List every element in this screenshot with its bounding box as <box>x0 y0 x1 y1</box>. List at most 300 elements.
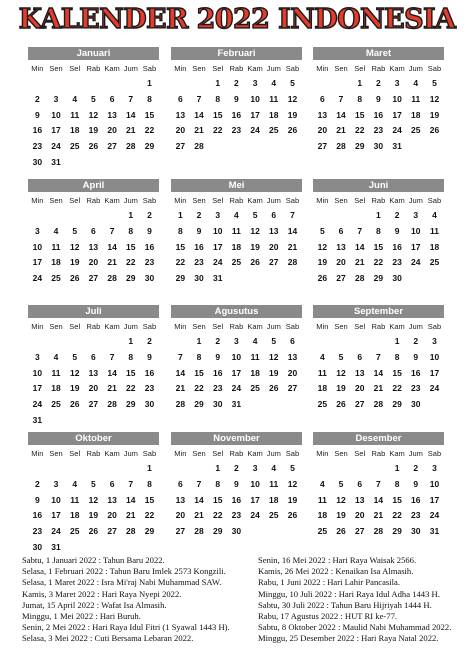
day-cell: 17 <box>32 257 43 268</box>
day-cell: 6 <box>91 225 96 236</box>
weekday-label: Sab <box>142 196 157 205</box>
month-grid <box>28 320 159 429</box>
weekday-label: Min <box>174 64 187 73</box>
day-cell: 22 <box>144 125 155 136</box>
day-cell: 24 <box>51 141 61 152</box>
day-cell: 18 <box>269 109 279 120</box>
day-cell: 12 <box>88 109 99 120</box>
empty-cell <box>28 76 47 92</box>
day-cell: 9 <box>376 93 381 104</box>
day-cell: 18 <box>51 257 61 268</box>
weekday-label: Sen <box>334 64 348 73</box>
weekday-label: Sab <box>285 322 300 331</box>
day-cell: 1 <box>215 463 221 473</box>
weekday-label: Min <box>31 196 44 205</box>
empty-cell <box>28 334 47 350</box>
day-cell: 16 <box>194 241 204 252</box>
weekday-label: Min <box>316 322 329 331</box>
day-cell: 20 <box>107 125 117 136</box>
day-cell: 7 <box>128 478 134 489</box>
day-cell: 2 <box>147 210 152 220</box>
day-cell: 21 <box>194 125 204 136</box>
day-cell: 9 <box>234 478 239 489</box>
weekday-label: Jum <box>266 64 281 73</box>
day-cell: 14 <box>126 109 136 120</box>
day-cell: 13 <box>88 241 99 252</box>
day-cell: 1 <box>147 78 152 88</box>
weekday-label: Rab <box>229 322 244 331</box>
day-cell: 23 <box>144 383 155 394</box>
day-cell: 28 <box>373 526 384 537</box>
day-cell: 14 <box>175 367 186 378</box>
day-cell: 19 <box>69 383 80 394</box>
day-cell: 28 <box>126 526 136 537</box>
day-cell: 20 <box>88 257 99 268</box>
weekday-label: Jum <box>266 196 281 205</box>
day-cell: 2 <box>34 478 40 489</box>
day-cell: 26 <box>88 526 99 537</box>
day-cell: 18 <box>269 494 279 505</box>
day-cell: 3 <box>252 78 258 88</box>
day-cell: 7 <box>128 93 134 104</box>
day-cell: 5 <box>338 478 344 489</box>
day-cell: 23 <box>32 526 43 537</box>
day-cell: 8 <box>215 93 221 104</box>
day-cell: 1 <box>128 210 134 220</box>
month-grid <box>171 62 302 155</box>
empty-cell <box>103 208 122 224</box>
holiday-entry: Senin, 16 Mei 2022 : Hari Raya Waisak 2566. <box>258 555 417 565</box>
day-cell: 15 <box>392 494 402 505</box>
day-cell: 8 <box>177 225 183 236</box>
day-cell: 15 <box>212 494 223 505</box>
day-cell: 11 <box>250 351 260 362</box>
month-september <box>313 305 444 413</box>
day-cell: 22 <box>175 257 186 268</box>
weekday-label: Min <box>316 64 329 73</box>
day-cell: 1 <box>128 336 134 346</box>
empty-cell <box>84 334 103 350</box>
day-cell: 15 <box>354 109 365 120</box>
day-cell: 1 <box>215 78 221 88</box>
day-cell: 23 <box>392 257 402 268</box>
day-cell: 31 <box>429 526 440 537</box>
day-cell: 16 <box>231 109 242 120</box>
day-cell: 2 <box>376 78 381 88</box>
day-cell: 29 <box>354 141 365 152</box>
month-grid <box>313 194 444 287</box>
day-cell: 8 <box>376 225 381 236</box>
day-cell: 18 <box>231 241 242 252</box>
day-cell: 8 <box>394 478 400 489</box>
weekday-label: Sen <box>334 449 348 458</box>
day-cell: 21 <box>373 383 384 394</box>
day-cell: 9 <box>413 351 419 362</box>
weekday-label: Sab <box>427 322 442 331</box>
day-cell: 22 <box>126 383 136 394</box>
empty-cell <box>332 334 351 350</box>
day-cell: 21 <box>194 510 204 521</box>
day-cell: 4 <box>319 478 325 489</box>
day-cell: 10 <box>32 367 43 378</box>
day-cell: 19 <box>269 367 279 378</box>
day-cell: 26 <box>69 273 80 284</box>
day-cell: 14 <box>373 494 384 505</box>
day-cell: 6 <box>177 478 183 489</box>
day-cell: 7 <box>109 351 115 362</box>
weekday-label: Sen <box>49 196 63 205</box>
empty-cell <box>190 461 209 477</box>
day-cell: 25 <box>51 273 61 284</box>
day-cell: 30 <box>231 526 242 537</box>
day-cell: 30 <box>144 273 155 284</box>
day-cell: 17 <box>392 109 402 120</box>
day-cell: 17 <box>51 125 61 136</box>
day-cell: 8 <box>147 478 152 489</box>
weekday-label: Rab <box>86 322 101 331</box>
day-cell: 25 <box>269 125 279 136</box>
day-cell: 20 <box>336 257 346 268</box>
day-cell: 8 <box>215 478 221 489</box>
weekday-label: Sen <box>192 322 206 331</box>
day-cell: 9 <box>234 93 239 104</box>
day-cell: 5 <box>72 351 78 362</box>
holiday-entry: Sabtu, 8 Oktober 2022 : Maulid Nabi Muhammad 2022. <box>258 622 452 633</box>
day-cell: 17 <box>250 109 260 120</box>
day-cell: 2 <box>234 463 239 473</box>
empty-cell <box>313 334 332 350</box>
month-header: Maret <box>313 47 444 60</box>
month-header: Mei <box>171 179 302 192</box>
day-cell: 1 <box>196 336 202 346</box>
day-cell: 10 <box>411 225 421 236</box>
weekday-label: Sel <box>69 322 81 331</box>
empty-cell <box>332 461 351 477</box>
day-cell: 5 <box>338 351 344 362</box>
day-cell: 5 <box>319 225 325 236</box>
day-cell: 26 <box>429 125 440 136</box>
month-header: Oktober <box>28 432 159 445</box>
month-januari <box>28 47 159 171</box>
day-cell: 30 <box>392 273 402 284</box>
weekday-label: Sen <box>334 196 348 205</box>
weekday-label: Kam <box>247 322 263 331</box>
month-grid <box>313 447 444 540</box>
holiday-entry: Rabu, 1 Juni 2022 : Hari Lahir Pancasila. <box>258 577 401 588</box>
empty-cell <box>121 76 140 92</box>
day-cell: 25 <box>231 257 242 268</box>
day-cell: 25 <box>69 526 80 537</box>
day-cell: 27 <box>175 141 186 152</box>
day-cell: 8 <box>128 351 134 362</box>
day-cell: 19 <box>88 510 99 521</box>
day-cell: 31 <box>51 156 61 167</box>
day-cell: 3 <box>432 463 437 473</box>
weekday-label: Kam <box>104 322 120 331</box>
day-cell: 22 <box>212 510 223 521</box>
day-cell: 10 <box>231 351 242 362</box>
day-cell: 3 <box>53 478 59 489</box>
weekday-label: Sel <box>212 196 224 205</box>
day-cell: 15 <box>392 367 402 378</box>
weekday-label: Sel <box>212 64 224 73</box>
day-cell: 23 <box>212 383 223 394</box>
holiday-entry: Kamis, 3 Maret 2022 : Hari Raya Nyepi 2022. <box>22 588 182 599</box>
day-cell: 2 <box>147 336 152 346</box>
day-cell: 22 <box>194 383 204 394</box>
weekday-label: Sab <box>142 322 157 331</box>
day-cell: 3 <box>34 351 40 362</box>
day-cell: 26 <box>336 526 346 537</box>
weekday-label: Kam <box>247 64 263 73</box>
day-cell: 13 <box>317 109 328 120</box>
day-cell: 7 <box>338 93 344 104</box>
day-cell: 9 <box>413 478 419 489</box>
day-cell: 22 <box>392 383 402 394</box>
day-cell: 6 <box>109 478 115 489</box>
holiday-entry: Sabtu, 30 Juli 2022 : Tahun Baru Hijriyah 1444 H. <box>258 599 432 610</box>
day-cell: 10 <box>250 93 260 104</box>
day-cell: 11 <box>411 93 421 104</box>
day-cell: 14 <box>194 109 204 120</box>
day-cell: 29 <box>212 526 223 537</box>
empty-cell <box>190 76 209 92</box>
month-desember <box>313 432 444 540</box>
day-cell: 5 <box>72 225 78 236</box>
day-cell: 6 <box>91 351 96 362</box>
day-cell: 21 <box>373 510 384 521</box>
day-cell: 24 <box>429 510 440 521</box>
day-cell: 18 <box>317 510 328 521</box>
weekday-label: Rab <box>86 64 101 73</box>
day-cell: 22 <box>126 257 136 268</box>
weekday-label: Rab <box>371 449 386 458</box>
day-cell: 21 <box>126 125 136 136</box>
day-cell: 5 <box>91 93 96 104</box>
day-cell: 6 <box>357 478 363 489</box>
holiday-entry: Rabu, 17 Agustus 2022 : HUT RI ke-77. <box>258 610 398 621</box>
month-header: November <box>171 432 302 445</box>
weekday-label: Jum <box>123 196 138 205</box>
empty-cell <box>47 76 66 92</box>
day-cell: 22 <box>354 125 365 136</box>
day-cell: 7 <box>290 210 295 220</box>
empty-cell <box>332 76 351 92</box>
day-cell: 20 <box>317 125 328 136</box>
day-cell: 19 <box>336 510 346 521</box>
day-cell: 11 <box>317 494 327 505</box>
month-mei <box>171 179 302 287</box>
empty-cell <box>103 334 122 350</box>
weekday-label: Sel <box>354 64 366 73</box>
day-cell: 17 <box>231 367 242 378</box>
day-cell: 3 <box>413 210 419 220</box>
day-cell: 7 <box>376 351 381 362</box>
weekday-label: Sel <box>354 322 366 331</box>
day-cell: 10 <box>32 241 43 252</box>
day-cell: 21 <box>175 383 186 394</box>
day-cell: 23 <box>411 383 421 394</box>
day-cell: 10 <box>392 93 402 104</box>
day-cell: 29 <box>392 399 402 410</box>
weekday-label: Jum <box>408 322 423 331</box>
day-cell: 6 <box>177 93 183 104</box>
day-cell: 19 <box>317 257 328 268</box>
day-cell: 4 <box>413 78 419 88</box>
day-cell: 2 <box>196 210 202 220</box>
weekday-label: Min <box>31 449 44 458</box>
day-cell: 9 <box>34 494 40 505</box>
day-cell: 12 <box>336 367 346 378</box>
empty-cell <box>369 461 388 477</box>
day-cell: 14 <box>194 494 204 505</box>
day-cell: 10 <box>51 494 61 505</box>
day-cell: 16 <box>411 367 421 378</box>
day-cell: 25 <box>317 399 328 410</box>
empty-cell <box>65 334 84 350</box>
day-cell: 25 <box>317 526 328 537</box>
day-cell: 18 <box>317 383 328 394</box>
day-cell: 19 <box>287 494 298 505</box>
day-cell: 5 <box>91 478 96 489</box>
day-cell: 30 <box>411 526 421 537</box>
day-cell: 8 <box>147 93 152 104</box>
day-cell: 14 <box>336 109 346 120</box>
day-cell: 3 <box>234 336 239 346</box>
day-cell: 9 <box>215 351 221 362</box>
weekday-label: Kam <box>104 449 120 458</box>
month-oktober <box>28 432 159 556</box>
day-cell: 22 <box>212 125 223 136</box>
day-cell: 14 <box>354 241 365 252</box>
day-cell: 18 <box>250 367 260 378</box>
day-cell: 15 <box>212 109 223 120</box>
day-cell: 20 <box>287 367 298 378</box>
weekday-label: Kam <box>389 322 405 331</box>
weekday-label: Sab <box>427 196 442 205</box>
day-cell: 4 <box>271 78 277 88</box>
day-cell: 27 <box>336 273 346 284</box>
day-cell: 1 <box>147 463 152 473</box>
day-cell: 10 <box>429 478 440 489</box>
weekday-label: Rab <box>371 322 386 331</box>
day-cell: 31 <box>392 141 402 152</box>
weekday-label: Min <box>174 322 187 331</box>
day-cell: 28 <box>354 273 365 284</box>
weekday-label: Jum <box>266 322 281 331</box>
day-cell: 30 <box>32 541 43 552</box>
day-cell: 24 <box>231 383 242 394</box>
empty-cell <box>84 461 103 477</box>
day-cell: 7 <box>109 225 115 236</box>
day-cell: 31 <box>231 399 242 410</box>
day-cell: 5 <box>271 336 277 346</box>
day-cell: 2 <box>34 93 40 104</box>
day-cell: 19 <box>250 241 260 252</box>
day-cell: 13 <box>354 494 365 505</box>
empty-cell <box>65 208 84 224</box>
day-cell: 11 <box>70 109 80 120</box>
day-cell: 26 <box>269 383 279 394</box>
day-cell: 15 <box>175 241 186 252</box>
day-cell: 25 <box>69 141 80 152</box>
day-cell: 31 <box>212 273 223 284</box>
day-cell: 16 <box>144 367 155 378</box>
weekday-label: Sab <box>285 449 300 458</box>
day-cell: 17 <box>250 494 260 505</box>
holiday-entry: Senin, 2 Mei 2022 : Hari Raya Idul Fitri (1 Syawal 1443 H). <box>22 622 230 633</box>
day-cell: 4 <box>271 463 277 473</box>
month-header: Januari <box>28 47 159 60</box>
month-header: Februari <box>171 47 302 60</box>
day-cell: 27 <box>107 526 117 537</box>
day-cell: 27 <box>269 257 279 268</box>
day-cell: 15 <box>373 241 384 252</box>
empty-cell <box>121 461 140 477</box>
empty-cell <box>313 208 332 224</box>
empty-cell <box>313 76 332 92</box>
weekday-label: Sel <box>354 196 366 205</box>
weekday-label: Jum <box>123 322 138 331</box>
day-cell: 24 <box>411 257 421 268</box>
day-cell: 29 <box>194 399 204 410</box>
empty-cell <box>28 461 47 477</box>
day-cell: 5 <box>290 78 295 88</box>
weekday-label: Jum <box>408 449 423 458</box>
day-cell: 4 <box>72 93 78 104</box>
weekday-label: Jum <box>123 64 138 73</box>
weekday-label: Sel <box>69 64 81 73</box>
day-cell: 3 <box>34 225 40 236</box>
weekday-label: Sab <box>427 64 442 73</box>
day-cell: 9 <box>394 225 400 236</box>
weekday-label: Kam <box>104 64 120 73</box>
weekday-label: Sel <box>354 449 366 458</box>
day-cell: 17 <box>429 367 440 378</box>
day-cell: 13 <box>287 351 298 362</box>
month-april <box>28 179 159 287</box>
day-cell: 10 <box>212 225 223 236</box>
weekday-label: Sen <box>49 449 63 458</box>
month-header: Agusutus <box>171 305 302 318</box>
weekday-label: Sen <box>192 64 206 73</box>
day-cell: 27 <box>354 526 365 537</box>
day-cell: 18 <box>429 241 440 252</box>
month-header: Juni <box>313 179 444 192</box>
empty-cell <box>65 461 84 477</box>
empty-cell <box>350 208 369 224</box>
day-cell: 15 <box>194 367 204 378</box>
day-cell: 16 <box>144 241 155 252</box>
day-cell: 10 <box>429 351 440 362</box>
day-cell: 27 <box>88 273 99 284</box>
weekday-label: Kam <box>104 196 120 205</box>
day-cell: 17 <box>429 494 440 505</box>
day-cell: 3 <box>394 78 400 88</box>
day-cell: 6 <box>109 93 115 104</box>
day-cell: 26 <box>88 141 99 152</box>
day-cell: 12 <box>88 494 99 505</box>
month-header: September <box>313 305 444 318</box>
weekday-label: Sab <box>285 196 300 205</box>
day-cell: 17 <box>411 241 421 252</box>
day-cell: 30 <box>373 141 384 152</box>
day-cell: 2 <box>215 336 221 346</box>
day-cell: 29 <box>126 273 136 284</box>
weekday-label: Min <box>174 449 187 458</box>
day-cell: 20 <box>175 125 186 136</box>
day-cell: 1 <box>394 336 400 346</box>
